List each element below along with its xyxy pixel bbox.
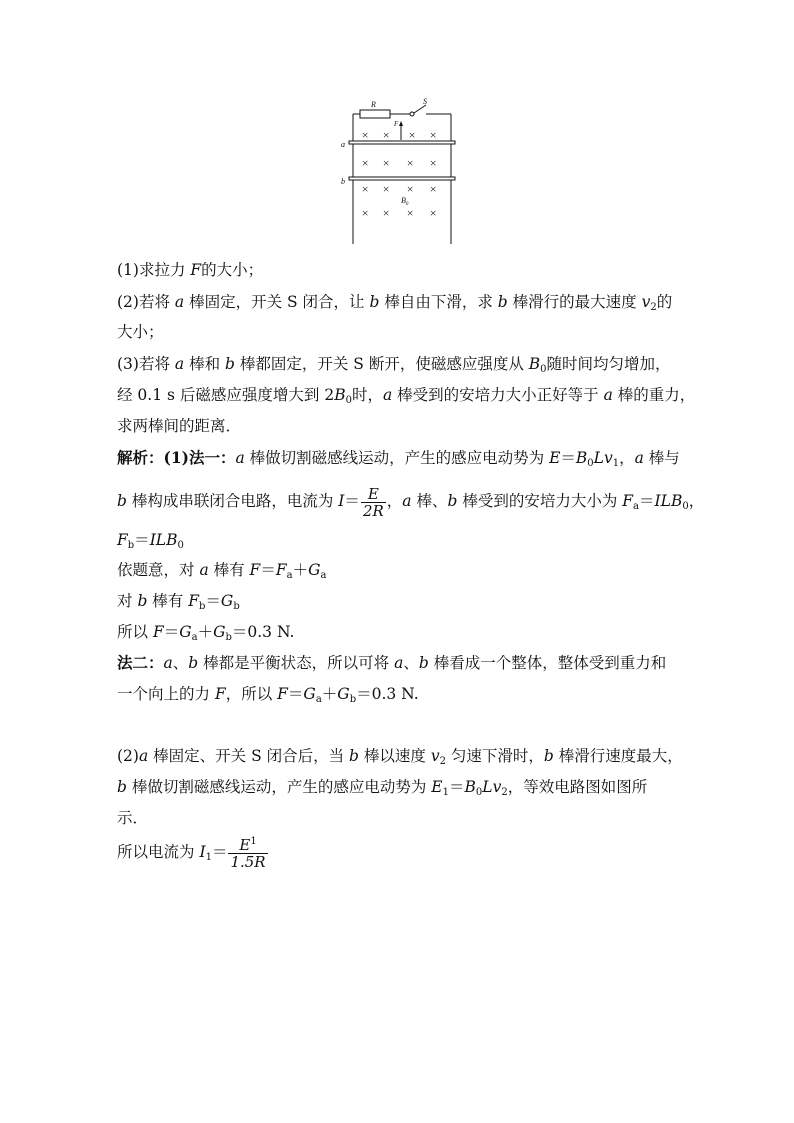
label-B0: $B_0$: [401, 196, 409, 207]
part-2-line-2: b 棒做切割磁感线运动，产生的感应电动势为 $E_1=B_0Lv_2$，等效电路图如图所: [117, 778, 648, 798]
label-b: b: [341, 177, 345, 186]
part-2-line-1: (2)a 棒固定、开关 S 闭合后，当 b 棒以速度 $v_2$ 匀速下滑时，b 棒滑行速度最大，: [117, 747, 683, 767]
cross-mark: ×: [382, 128, 391, 142]
question-3-line-1: (3)若将 a 棒和 b 棒都固定，开关 S 断开，使磁感应强度从 $B_0$随时间均匀增加，: [117, 355, 671, 375]
cross-mark: ×: [382, 206, 391, 220]
cross-mark: ×: [429, 128, 438, 142]
solution-line-1: 解析：(1)法一：a 棒做切割磁感线运动，产生的感应电动势为 $E=B_0Lv_1$，a 棒与: [117, 448, 680, 469]
circuit-diagram: [338, 94, 460, 248]
label-F: F: [394, 120, 399, 128]
cross-mark: ×: [361, 206, 370, 220]
method-2-line-1: 法二：a、b 棒都是平衡状态，所以可将 a、b 棒看成一个整体，整体受到重力和: [117, 653, 667, 672]
solution-line-4: 依题意，对 a 棒有 $F=F_a+G_a$: [117, 561, 327, 581]
question-1: (1)求拉力 F的大小；: [117, 261, 264, 279]
question-2-line-2: 大小；: [117, 323, 164, 341]
part-2-line-3: 示．: [117, 809, 149, 827]
cross-mark: ×: [408, 128, 417, 142]
cross-mark: ×: [429, 206, 438, 220]
label-R: R: [371, 100, 376, 109]
solution-line-6: 所以 $F=G_a+G_b=0.3$ N.: [117, 623, 295, 643]
cross-mark: ×: [429, 156, 438, 170]
cross-mark: ×: [361, 156, 370, 170]
question-3-line-2: 经 0.1 s 后磁感应强度增大到 $2B_0$时，a 棒受到的安培力大小正好等于 a 棒的重力，: [117, 386, 696, 406]
cross-mark: ×: [406, 156, 415, 170]
cross-mark: ×: [429, 182, 438, 196]
circuit-figure: [338, 94, 460, 248]
part-2-line-4: 所以电流为 $I_1=$ $\frac{E^1}{1.5R}$: [117, 835, 266, 871]
cross-mark: ×: [361, 128, 370, 142]
solution-line-5: 对 b 棒有 $F_b=G_b$: [117, 592, 240, 612]
cross-mark: ×: [406, 182, 415, 196]
solution-line-3: $F_b=ILB_0$: [117, 531, 184, 551]
cross-mark: ×: [406, 206, 415, 220]
fraction-E-over-2R: $\frac{E}{2R}$: [362, 484, 384, 520]
cross-mark: ×: [382, 156, 391, 170]
label-a: a: [341, 140, 345, 149]
cross-mark: ×: [361, 182, 370, 196]
question-2-line-1: (2)若将 a 棒固定，开关 S 闭合，让 b 棒自由下滑，求 b 棒滑行的最大速度 $v_2$的: [117, 293, 673, 313]
question-3-line-3: 求两棒间的距离．: [117, 417, 242, 435]
cross-mark: ×: [382, 182, 391, 196]
solution-label: 解析：(1)法一：: [117, 448, 236, 467]
label-S: S: [423, 97, 427, 106]
fraction-E1-over-1.5R: $\frac{E^1}{1.5R}$: [230, 835, 266, 871]
solution-line-2: b 棒构成串联闭合电路，电流为 I＝ $\frac{E}{2R}$ ，a 棒、b 棒受到的安培力大小为 $F_a=ILB_0$，: [117, 484, 705, 520]
method-2-line-2: 一个向上的力 F，所以 $F=G_a+G_b=0.3$ N.: [117, 685, 419, 705]
method-2-label: 法二：: [117, 653, 164, 672]
